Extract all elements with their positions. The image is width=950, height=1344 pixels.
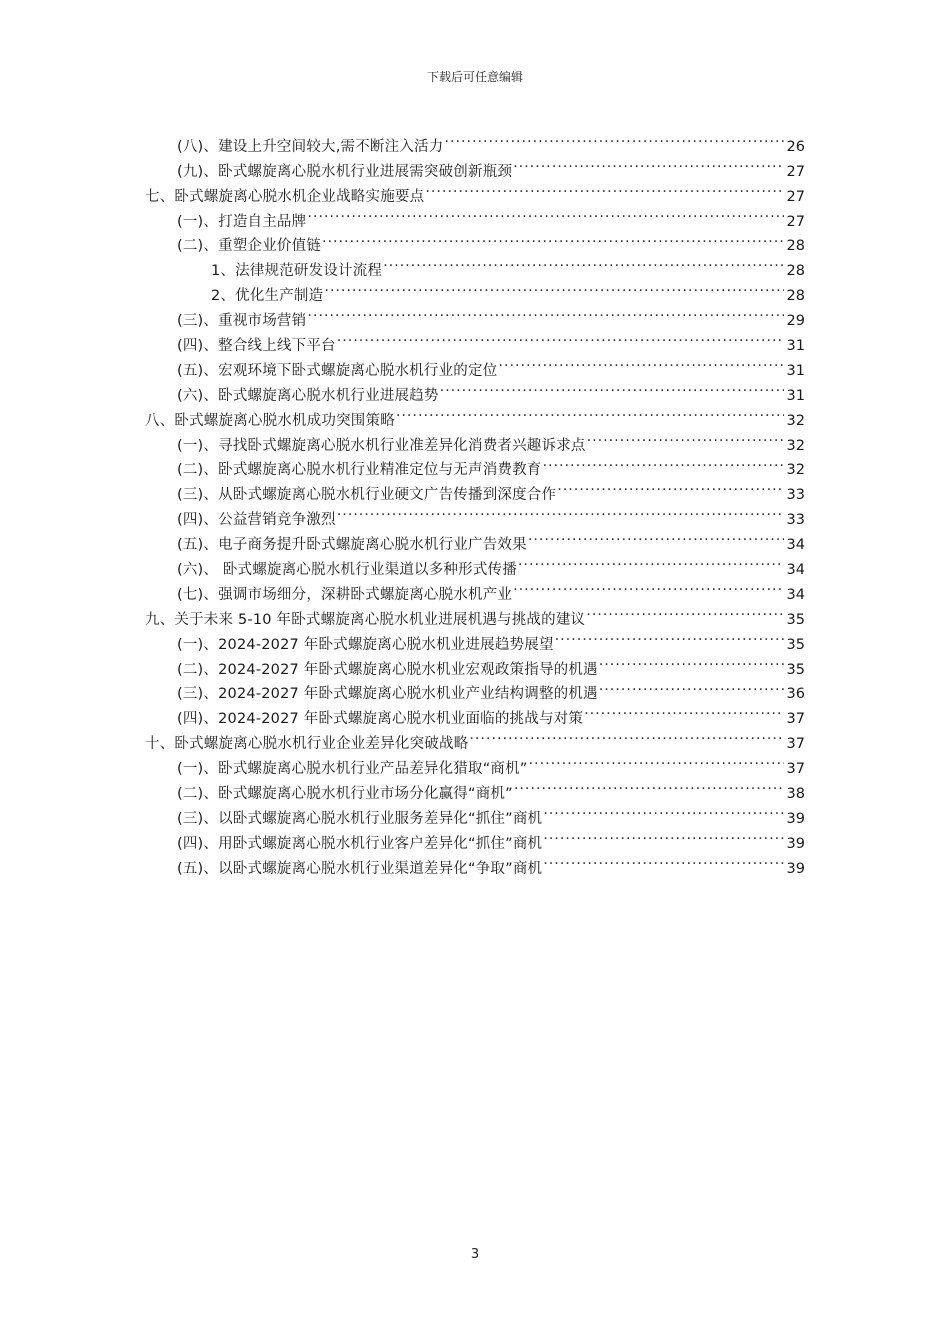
- toc-entry-title: (五)、以卧式螺旋离心脱水机行业渠道差异化“争取”商机: [177, 860, 543, 877]
- toc-dot-leader: [557, 474, 784, 499]
- toc-entry-page: 39: [786, 860, 805, 877]
- toc-entry-page: 33: [786, 512, 805, 529]
- toc-entry-page: 28: [786, 263, 805, 280]
- toc-entry-title: 2、优化生产制造: [211, 288, 324, 305]
- toc-entry[interactable]: [145, 126, 805, 155]
- toc-entry-page: 36: [786, 686, 805, 703]
- toc-entry-page: 35: [786, 636, 805, 653]
- toc-entry-page: 32: [786, 462, 805, 479]
- toc-entry-title: (二)、卧式螺旋离心脱水机行业精准定位与无声消费教育: [177, 462, 542, 479]
- toc-dot-leader: [555, 624, 784, 649]
- toc-dot-leader: [337, 499, 784, 524]
- toc-entry-title: (三)、2024-2027 年卧式螺旋离心脱水机业产业结构调整的机遇: [177, 686, 598, 703]
- toc-entry-page: 28: [786, 238, 805, 255]
- toc-dot-leader: [383, 250, 784, 275]
- toc-dot-leader: [307, 201, 784, 226]
- toc-entry-title: (五)、宏观环境下卧式螺旋离心脱水机行业的定位: [177, 362, 498, 379]
- toc-entry-title: 1、法律规范研发设计流程: [211, 263, 383, 280]
- toc-entry-title: (四)、公益营销竞争激烈: [177, 512, 336, 529]
- toc-dot-leader: [543, 823, 784, 848]
- toc-entry-title: (二)、2024-2027 年卧式螺旋离心脱水机业宏观政策指导的机遇: [177, 661, 598, 678]
- toc-entry-title: (三)、从卧式螺旋离心脱水机行业硬文广告传播到深度合作: [177, 487, 557, 504]
- toc-entry-page: 32: [786, 412, 805, 429]
- toc-entry-title: 七、卧式螺旋离心脱水机企业战略实施要点: [145, 188, 425, 205]
- toc-entry-title: (五)、电子商务提升卧式螺旋离心脱水机行业广告效果: [177, 537, 527, 554]
- toc-dot-leader: [584, 698, 784, 723]
- toc-dot-leader: [518, 549, 784, 574]
- toc-entry-page: 32: [786, 437, 805, 454]
- toc-entry-page: 26: [786, 138, 805, 155]
- toc-dot-leader: [543, 848, 784, 873]
- toc-entry-page: 31: [786, 387, 805, 404]
- toc-entry-page: 39: [786, 835, 805, 852]
- toc-entry-page: 31: [786, 362, 805, 379]
- toc-dot-leader: [307, 300, 784, 325]
- toc-dot-leader: [425, 176, 784, 201]
- toc-entry-title: (一)、寻找卧式螺旋离心脱水机行业准差异化消费者兴趣诉求点: [177, 437, 586, 454]
- toc-entry-title: (三)、重视市场营销: [177, 313, 307, 330]
- toc-dot-leader: [587, 425, 784, 450]
- toc-entry-title: (六)、卧式螺旋离心脱水机行业进展趋势: [177, 387, 439, 404]
- toc-entry-page: 37: [786, 711, 805, 728]
- toc-entry-title: (四)、整合线上线下平台: [177, 338, 336, 355]
- header-note: 下载后可任意编辑: [426, 70, 523, 84]
- toc-dot-leader: [396, 400, 784, 425]
- toc-dot-leader: [586, 599, 784, 624]
- toc-entry-title: 八、卧式螺旋离心脱水机成功突围策略: [145, 412, 395, 429]
- toc-entry-title: (一)、打造自主品牌: [177, 213, 307, 230]
- toc-entry-title: (二)、卧式螺旋离心脱水机行业市场分化赢得“商机”: [177, 786, 513, 803]
- toc-entry-page: 29: [786, 313, 805, 330]
- toc-dot-leader: [324, 275, 784, 300]
- toc-entry-title: 九、关于未来 5-10 年卧式螺旋离心脱水机业进展机遇与挑战的建议: [145, 611, 586, 628]
- toc-dot-leader: [513, 151, 784, 176]
- toc-entry-page: 33: [786, 487, 805, 504]
- toc-dot-leader: [543, 450, 784, 475]
- toc-dot-leader: [529, 748, 784, 773]
- toc-entry-page: 34: [786, 562, 805, 579]
- toc-entry-page: 27: [786, 163, 805, 180]
- page-number: 3: [470, 1247, 480, 1262]
- toc-entry-page: 31: [786, 338, 805, 355]
- toc-entry-page: 27: [786, 188, 805, 205]
- toc-dot-leader: [514, 773, 784, 798]
- toc-dot-leader: [322, 226, 784, 251]
- toc-entry-title: (七)、强调市场细分，深耕卧式螺旋离心脱水机产业: [177, 586, 513, 603]
- toc-entry-page: 39: [786, 810, 805, 827]
- toc-entry-page: 37: [786, 736, 805, 753]
- toc-entry-title: (一)、卧式螺旋离心脱水机行业产品差异化猎取“商机”: [177, 761, 528, 778]
- toc-entry-title: (二)、重塑企业价值链: [177, 238, 322, 255]
- toc-dot-leader: [498, 350, 784, 375]
- toc-dot-leader: [337, 325, 784, 350]
- toc-entry-title: (四)、2024-2027 年卧式螺旋离心脱水机业面临的挑战与对策: [177, 711, 584, 728]
- toc-entry-page: 34: [786, 537, 805, 554]
- toc-entry-title: (九)、卧式螺旋离心脱水机行业进展需突破创新瓶颈: [177, 163, 513, 180]
- toc-dot-leader: [599, 674, 784, 699]
- toc-entry-page: 35: [786, 611, 805, 628]
- toc-dot-leader: [440, 375, 784, 400]
- toc-dot-leader: [444, 126, 784, 151]
- toc-dot-leader: [513, 574, 784, 599]
- toc-dot-leader: [528, 524, 784, 549]
- table-of-contents: [145, 126, 805, 877]
- toc-dot-leader: [599, 649, 784, 674]
- toc-entry-title: (四)、用卧式螺旋离心脱水机行业客户差异化“抓住”商机: [177, 835, 543, 852]
- toc-entry-title: (八)、建设上升空间较大,需不断注入活力: [177, 138, 444, 155]
- toc-dot-leader: [543, 798, 784, 823]
- toc-entry-page: 37: [786, 761, 805, 778]
- toc-entry-title: (三)、以卧式螺旋离心脱水机行业服务差异化“抓住”商机: [177, 810, 543, 827]
- toc-entry-page: 34: [786, 586, 805, 603]
- toc-entry-page: 38: [786, 786, 805, 803]
- toc-entry-page: 27: [786, 213, 805, 230]
- toc-entry-title: (一)、2024-2027 年卧式螺旋离心脱水机业进展趋势展望: [177, 636, 554, 653]
- toc-dot-leader: [469, 723, 784, 748]
- toc-entry-title: 十、卧式螺旋离心脱水机行业企业差异化突破战略: [145, 736, 469, 753]
- toc-entry-title: (六)、 卧式螺旋离心脱水机行业渠道以多种形式传播: [177, 562, 517, 579]
- toc-entry-page: 28: [786, 288, 805, 305]
- toc-entry-page: 35: [786, 661, 805, 678]
